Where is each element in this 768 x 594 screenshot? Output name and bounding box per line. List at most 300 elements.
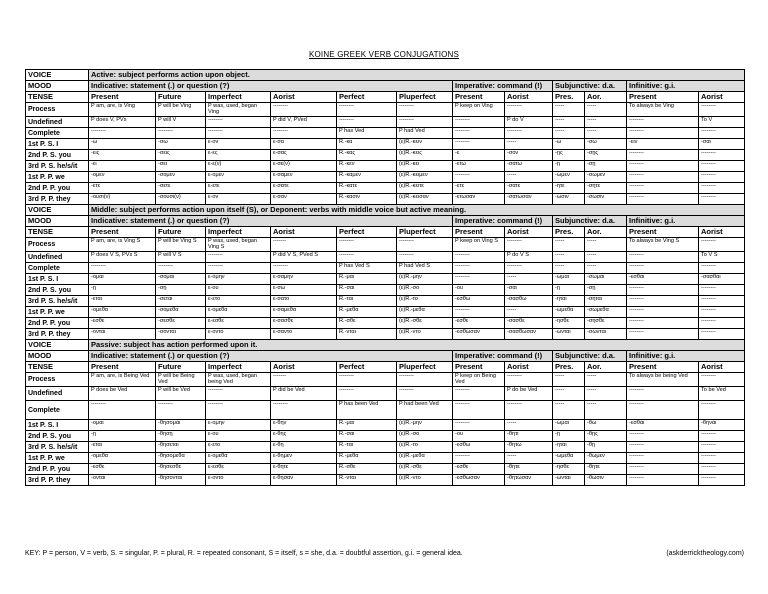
table-cell: R.-σαι (337, 431, 397, 442)
table-cell: -ομεθα (89, 453, 156, 464)
voice-description: Active: subject performs action upon object. (89, 70, 745, 81)
tense-header: Imperfect (206, 227, 271, 238)
table-cell: ε-ομην (206, 274, 271, 285)
table-row (26, 183, 745, 194)
table-cell: P does V, PVs (89, 117, 156, 128)
table-cell: R.-σθε (337, 318, 397, 329)
table-cell: -ῃ (553, 285, 585, 296)
table-cell: P will be Ving (156, 103, 206, 117)
table-cell: ε-θη (271, 442, 337, 453)
table-cell: -σῃ (585, 161, 627, 172)
tense-header: Present (89, 362, 156, 373)
voice-label: VOICE (26, 70, 89, 81)
voice-label: VOICE (26, 340, 89, 351)
table-cell: ----- (505, 453, 553, 464)
tense-label: TENSE (26, 92, 89, 103)
table-cell: -ωμεθα (553, 453, 585, 464)
table-cell: -------- (699, 183, 745, 194)
row-label: Undefined (26, 387, 89, 401)
table-cell: To always be Ving S (627, 238, 699, 252)
table-row (26, 464, 745, 475)
tense-header: Future (156, 362, 206, 373)
table-cell: -------- (627, 263, 699, 274)
table-cell: -------- (337, 117, 397, 128)
table-cell: (ε)R.-μην (397, 420, 453, 431)
table-cell: -------- (699, 263, 745, 274)
table-cell: -------- (453, 139, 505, 150)
table-cell: -σῃς (585, 150, 627, 161)
table-cell: -------- (627, 453, 699, 464)
table-cell: -------- (627, 128, 699, 139)
table-cell: -ετε (453, 183, 505, 194)
table-cell: ----- (553, 263, 585, 274)
tense-row (26, 92, 745, 103)
table-cell: -------- (699, 285, 745, 296)
tense-header: Future (156, 92, 206, 103)
table-cell: P keep on Being Ved (453, 373, 505, 387)
mood-imperative: Imperative: command (!) (453, 216, 553, 227)
table-cell: -------- (699, 150, 745, 161)
table-row (26, 139, 745, 150)
mood-indicative: Indicative: statement (.) or question (?) (89, 81, 453, 92)
table-cell: -σουσι(ν) (156, 194, 206, 205)
table-cell: P will be Ving S (156, 238, 206, 252)
table-cell: -θωσιν (585, 475, 627, 486)
table-cell: -------- (699, 373, 745, 387)
table-cell: -ητε (553, 183, 585, 194)
tense-header: Pluperfect (397, 92, 453, 103)
table-cell: R.-σθε (337, 464, 397, 475)
row-label: Complete (26, 128, 89, 139)
table-cell: ε-σαντο (271, 329, 337, 340)
table-cell: -ομαι (89, 274, 156, 285)
table-cell: ε-σατε (271, 183, 337, 194)
table-cell: -εσθαι (627, 274, 699, 285)
table-cell: P has been Ved (337, 401, 397, 420)
table-cell: -θω (585, 420, 627, 431)
tense-header: Aorist (699, 92, 745, 103)
table-cell: ε-θημεν (271, 453, 337, 464)
table-cell: R.-καμεν (337, 172, 397, 183)
conjugation-table (25, 69, 745, 486)
table-cell: R.-κατε (337, 183, 397, 194)
table-cell: ----- (505, 139, 553, 150)
mood-imperative: Imperative: command (!) (453, 81, 553, 92)
table-cell: -σατωσαν (505, 194, 553, 205)
table-cell: -ῃς (553, 150, 585, 161)
table-cell: -σωμεν (585, 172, 627, 183)
table-cell: -------- (89, 263, 156, 274)
mood-indicative: Indicative: statement (.) or question (?) (89, 216, 453, 227)
table-cell: R.-νται (337, 475, 397, 486)
table-cell: -------- (453, 453, 505, 464)
table-cell: -ωνται (553, 329, 585, 340)
table-cell: -σατω (505, 161, 553, 172)
voice-row (26, 70, 745, 81)
table-cell: R.-σαι (337, 285, 397, 296)
table-cell: -------- (699, 103, 745, 117)
table-row (26, 442, 745, 453)
table-cell: -------- (627, 194, 699, 205)
tense-header: Present (627, 362, 699, 373)
table-cell: P will V (156, 117, 206, 128)
table-cell: -ου (453, 431, 505, 442)
table-row (26, 238, 745, 252)
table-cell: (ε)R.-ντο (397, 475, 453, 486)
table-cell: -εσθωσαν (453, 329, 505, 340)
source-credit: (askderricktheology.com) (666, 550, 744, 557)
table-cell: ----- (585, 117, 627, 128)
table-cell: -------- (699, 453, 745, 464)
table-cell: -------- (699, 307, 745, 318)
table-cell: ε-σαμην (271, 274, 337, 285)
table-cell: -------- (699, 238, 745, 252)
table-cell: -σον (505, 150, 553, 161)
tense-label: TENSE (26, 227, 89, 238)
table-cell: -------- (627, 172, 699, 183)
table-cell: -ω (89, 139, 156, 150)
tense-header: Future (156, 227, 206, 238)
table-cell: P did V, PVed (271, 117, 337, 128)
table-cell: -------- (627, 285, 699, 296)
table-cell: ----- (553, 238, 585, 252)
table-cell: P do V S (505, 252, 553, 263)
mood-imperative: Imperative: command (!) (453, 351, 553, 362)
table-cell: R.-μεθα (337, 307, 397, 318)
table-cell: -------- (699, 172, 745, 183)
tense-header: Pres. (553, 227, 585, 238)
table-cell: -θησομαι (156, 420, 206, 431)
table-cell: (ε)R.-κεισαν (397, 194, 453, 205)
table-cell: -σασθω (505, 296, 553, 307)
table-cell: (ε)R.-κειτε (397, 183, 453, 194)
table-cell: -ομαι (89, 420, 156, 431)
table-cell: -------- (627, 387, 699, 401)
table-cell: ----- (585, 103, 627, 117)
row-label: 2nd P. S. you (26, 285, 89, 296)
row-label: 1st P. P. we (26, 172, 89, 183)
table-cell: -------- (453, 252, 505, 263)
table-cell: -ηται (553, 442, 585, 453)
row-label: Complete (26, 263, 89, 274)
table-cell: -θησῃ (156, 431, 206, 442)
table-row (26, 453, 745, 464)
table-cell: -ετω (453, 161, 505, 172)
table-cell: R.-κας (337, 150, 397, 161)
table-cell: -ησθε (553, 464, 585, 475)
table-cell: P keep on Ving S (453, 238, 505, 252)
table-cell: To always be being Ved (627, 373, 699, 387)
table-row (26, 420, 745, 431)
table-cell: -ωμεν (553, 172, 585, 183)
table-cell: -------- (156, 401, 206, 420)
table-cell: -σομεν (156, 172, 206, 183)
tense-header: Aor. (585, 227, 627, 238)
table-cell: -------- (89, 128, 156, 139)
table-cell: -------- (699, 475, 745, 486)
table-cell: -------- (627, 475, 699, 486)
table-cell: -------- (156, 263, 206, 274)
table-cell: -------- (453, 274, 505, 285)
table-cell: -------- (453, 401, 505, 420)
table-cell: -------- (699, 128, 745, 139)
tense-header: Present (89, 227, 156, 238)
table-cell: -σεις (156, 150, 206, 161)
table-cell: ----- (585, 252, 627, 263)
mood-indicative: Indicative: statement (.) or question (?) (89, 351, 453, 362)
table-cell: (ε)R.-κεις (397, 150, 453, 161)
tense-header: Pluperfect (397, 362, 453, 373)
table-row (26, 373, 745, 387)
tense-header: Pres. (553, 92, 585, 103)
table-cell: -------- (337, 238, 397, 252)
tense-header: Present (453, 92, 505, 103)
table-cell: ε-σαν (271, 194, 337, 205)
table-row (26, 263, 745, 274)
table-cell: -εσθωσαν (453, 475, 505, 486)
table-row (26, 252, 745, 263)
table-cell: -------- (627, 252, 699, 263)
row-label: 3rd P. S. he/s/it (26, 296, 89, 307)
table-cell: -------- (271, 401, 337, 420)
table-cell: P am, are, is Being Ved (89, 373, 156, 387)
table-cell: -σαι (699, 139, 745, 150)
table-cell: R.-μαι (337, 274, 397, 285)
table-cell: -------- (337, 103, 397, 117)
table-cell: (ε)R.-ντο (397, 329, 453, 340)
table-row (26, 329, 745, 340)
table-cell: -εσθω (453, 442, 505, 453)
table-cell: -------- (453, 307, 505, 318)
tense-header: Aorist (699, 362, 745, 373)
table-cell: P do be Ved (505, 387, 553, 401)
tense-header: Present (453, 227, 505, 238)
table-cell: ------- (271, 373, 337, 387)
table-cell: ε-ομεθα (206, 307, 271, 318)
table-cell: P keep on Ving (453, 103, 505, 117)
table-cell: -------- (699, 464, 745, 475)
table-cell: ε-ετο (206, 442, 271, 453)
table-cell: -σομαι (156, 274, 206, 285)
table-cell: ε-σατο (271, 296, 337, 307)
voice-description: Middle: subject performs action upon itself (S), or Deponent: verbs with middle voice but active meaning. (89, 205, 745, 216)
table-cell: -ῃ (89, 431, 156, 442)
table-cell: -------- (627, 431, 699, 442)
table-cell: -σω (585, 139, 627, 150)
table-cell: -εται (89, 442, 156, 453)
table-cell: P had been Ved (397, 401, 453, 420)
table-cell: -ονται (89, 329, 156, 340)
table-cell: -------- (453, 420, 505, 431)
table-cell: ----- (505, 307, 553, 318)
tense-header: Imperfect (206, 92, 271, 103)
table-cell: R.-νται (337, 329, 397, 340)
table-cell: (ε)R.-το (397, 442, 453, 453)
table-cell: P had Ved S (397, 263, 453, 274)
row-label: 3rd P. P. they (26, 475, 89, 486)
table-cell: -------- (271, 128, 337, 139)
table-cell: -------- (271, 263, 337, 274)
table-cell: -------- (453, 128, 505, 139)
table-cell: P has Ved (337, 128, 397, 139)
table-cell: -σεσθε (156, 318, 206, 329)
mood-infinitive: Infinitive: g.i. (627, 351, 745, 362)
table-cell: -------- (206, 128, 271, 139)
table-cell: (ε)R.-σθε (397, 464, 453, 475)
table-row (26, 387, 745, 401)
tense-header: Perfect (337, 362, 397, 373)
table-cell: -ω (553, 139, 585, 150)
row-label: 1st P. S. I (26, 274, 89, 285)
table-cell: ε-ου (206, 285, 271, 296)
table-cell: -------- (627, 329, 699, 340)
table-cell: -σῃ (156, 285, 206, 296)
table-cell: -σονται (156, 329, 206, 340)
table-cell: P was, used, began Ving (206, 103, 271, 117)
mood-subjunctive: Subjunctive: d.a. (553, 216, 627, 227)
table-cell: ε-σα (271, 139, 337, 150)
table-cell: -θητω (505, 442, 553, 453)
table-cell: -ωμαι (553, 420, 585, 431)
table-row (26, 274, 745, 285)
voice-label: VOICE (26, 205, 89, 216)
table-cell: ε-σαμεν (271, 172, 337, 183)
row-label: Process (26, 238, 89, 252)
table-cell: -------- (206, 387, 271, 401)
table-cell: -ομεν (89, 172, 156, 183)
table-cell: To V (699, 117, 745, 128)
table-cell: P has Ved S (337, 263, 397, 274)
table-cell: -σαι (505, 285, 553, 296)
row-label: 1st P. P. we (26, 307, 89, 318)
table-cell: P do V (505, 117, 553, 128)
table-cell: R.-μεθα (337, 453, 397, 464)
table-cell: ----- (585, 128, 627, 139)
table-row (26, 103, 745, 117)
row-label: 3rd P. P. they (26, 329, 89, 340)
table-cell: R.-μαι (337, 420, 397, 431)
table-cell: ε-σας (271, 150, 337, 161)
table-cell: ε-ον (206, 194, 271, 205)
tense-header: Present (627, 227, 699, 238)
table-cell: -σασθαι (699, 274, 745, 285)
table-cell: (ε)R.-κειμεν (397, 172, 453, 183)
mood-row (26, 351, 745, 362)
table-cell: R.-κα (337, 139, 397, 150)
table-cell: -εσθαι (627, 420, 699, 431)
table-row (26, 172, 745, 183)
row-label: 3rd P. P. they (26, 194, 89, 205)
row-label: Process (26, 103, 89, 117)
tense-header: Aorist (271, 92, 337, 103)
table-cell: -------- (699, 161, 745, 172)
table-cell: ε-ε(ν) (206, 161, 271, 172)
table-cell: ----- (553, 387, 585, 401)
row-label: 1st P. S. I (26, 420, 89, 431)
table-cell: P will be Ved (156, 387, 206, 401)
table-cell: R.-κασιν (337, 194, 397, 205)
table-cell: ε-εσθε (206, 464, 271, 475)
tense-row (26, 362, 745, 373)
table-cell: -------- (453, 387, 505, 401)
row-label: 2nd P. P. you (26, 464, 89, 475)
row-label: 1st P. S. I (26, 139, 89, 150)
row-label: 3rd P. S. he/s/it (26, 442, 89, 453)
table-cell: -ετωσαν (453, 194, 505, 205)
tense-header: Aor. (585, 362, 627, 373)
table-cell: ε-θησαν (271, 475, 337, 486)
table-cell: -------- (627, 296, 699, 307)
mood-infinitive: Infinitive: g.i. (627, 81, 745, 92)
table-cell: -------- (627, 183, 699, 194)
table-cell: -σομεθα (156, 307, 206, 318)
table-cell: -σω (156, 139, 206, 150)
table-cell: ε-σαμεθα (271, 307, 337, 318)
table-cell: -------- (627, 150, 699, 161)
table-cell: -------- (505, 238, 553, 252)
table-cell: -ωσιν (553, 194, 585, 205)
table-cell: -------- (627, 464, 699, 475)
table-cell: -------- (397, 117, 453, 128)
table-cell: ε-ου (206, 431, 271, 442)
table-cell: -θητι (505, 431, 553, 442)
table-cell: ----- (505, 172, 553, 183)
table-cell: -θητε (505, 464, 553, 475)
table-cell: -ῃ (553, 161, 585, 172)
table-cell: -ου (453, 285, 505, 296)
mood-infinitive: Infinitive: g.i. (627, 216, 745, 227)
table-cell: -------- (397, 252, 453, 263)
table-cell: ε-ετε (206, 183, 271, 194)
table-cell: ----- (585, 263, 627, 274)
table-cell: -ομεθα (89, 307, 156, 318)
table-cell: -εσθω (453, 296, 505, 307)
table-cell: -σασθωσαν (505, 329, 553, 340)
tense-header: Perfect (337, 227, 397, 238)
table-cell: R.-κεν (337, 161, 397, 172)
table-cell: -------- (337, 373, 397, 387)
table-cell: -------- (505, 401, 553, 420)
table-cell: -------- (206, 117, 271, 128)
tense-header: Aorist (505, 362, 553, 373)
table-cell: -------- (397, 103, 453, 117)
tense-header: Aorist (699, 227, 745, 238)
table-cell: To always be Ving (627, 103, 699, 117)
table-cell: -------- (699, 318, 745, 329)
table-cell: -ονται (89, 475, 156, 486)
table-cell: -θησονται (156, 475, 206, 486)
mood-label: MOOD (26, 81, 89, 92)
table-cell: To be Ved (699, 387, 745, 401)
mood-label: MOOD (26, 216, 89, 227)
table-cell: P was, used, began Ving S (206, 238, 271, 252)
table-cell: ------- (271, 238, 337, 252)
table-row (26, 431, 745, 442)
tense-row (26, 227, 745, 238)
table-cell: ε-ομην (206, 420, 271, 431)
table-cell: -------- (397, 373, 453, 387)
table-cell: ----- (553, 117, 585, 128)
table-cell: -ηται (553, 296, 585, 307)
table-cell: -------- (699, 329, 745, 340)
table-cell: ----- (505, 274, 553, 285)
table-row (26, 117, 745, 128)
row-label: Process (26, 373, 89, 387)
table-cell: -------- (337, 252, 397, 263)
row-label: 2nd P. S. you (26, 431, 89, 442)
tense-header: Aorist (271, 362, 337, 373)
table-cell: -ετε (89, 183, 156, 194)
